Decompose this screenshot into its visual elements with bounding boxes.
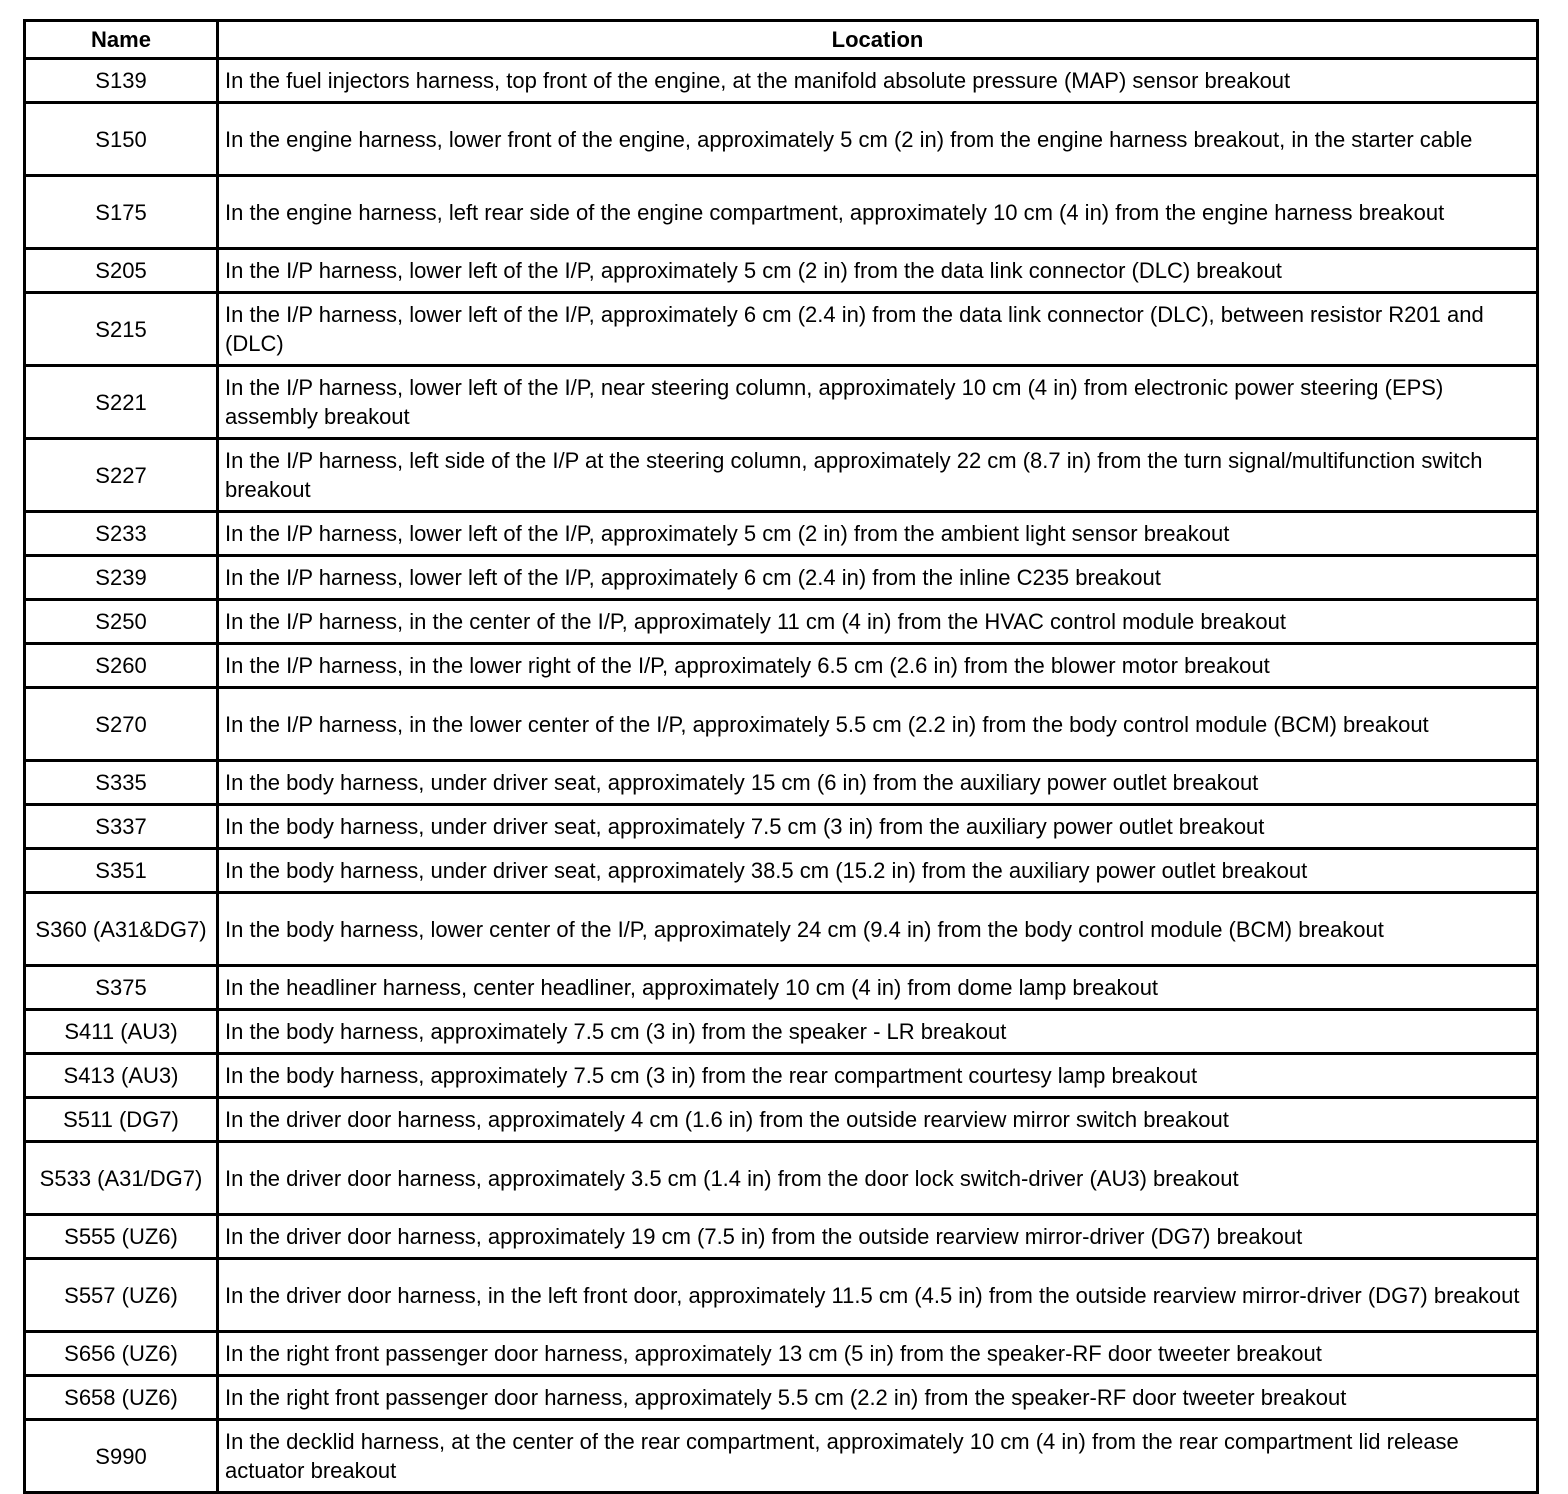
splice-name: S656 (UZ6)	[25, 1332, 218, 1376]
splice-location: In the body harness, lower center of the I/P, approximately 24 cm (9.4 in) from the body control module (BCM) breakout	[218, 893, 1538, 966]
table-row	[25, 366, 1538, 439]
splice-name: S250	[25, 600, 218, 644]
table-row	[25, 103, 1538, 176]
table-row	[25, 1420, 1538, 1493]
splice-location: In the I/P harness, lower left of the I/P, approximately 6 cm (2.4 in) from the data link connector (DLC), between resistor R201 and (DLC)	[218, 293, 1538, 366]
splice-name: S555 (UZ6)	[25, 1215, 218, 1259]
splice-location: In the driver door harness, approximately 19 cm (7.5 in) from the outside rearview mirror-driver (DG7) breakout	[218, 1215, 1538, 1259]
splice-name: S351	[25, 849, 218, 893]
splice-location: In the I/P harness, lower left of the I/P, near steering column, approximately 10 cm (4 in) from electronic power steering (EPS) assembly breakout	[218, 366, 1538, 439]
table-row	[25, 176, 1538, 249]
table-row	[25, 849, 1538, 893]
splice-name: S411 (AU3)	[25, 1010, 218, 1054]
splice-location: In the decklid harness, at the center of the rear compartment, approximately 10 cm (4 in) from the rear compartment lid release actuator breakout	[218, 1420, 1538, 1493]
splice-location: In the I/P harness, lower left of the I/P, approximately 5 cm (2 in) from the data link connector (DLC) breakout	[218, 249, 1538, 293]
splice-name: S233	[25, 512, 218, 556]
splice-name: S413 (AU3)	[25, 1054, 218, 1098]
table-row	[25, 1376, 1538, 1420]
splice-name: S533 (A31/DG7)	[25, 1142, 218, 1215]
splice-location: In the fuel injectors harness, top front of the engine, at the manifold absolute pressure (MAP) sensor breakout	[218, 59, 1538, 103]
table-row	[25, 512, 1538, 556]
splice-location-table	[23, 19, 1539, 1494]
splice-name: S335	[25, 761, 218, 805]
splice-name: S270	[25, 688, 218, 761]
splice-name: S260	[25, 644, 218, 688]
header-location: Location	[218, 21, 1538, 59]
splice-name: S205	[25, 249, 218, 293]
table-header-row	[25, 21, 1538, 59]
splice-name: S557 (UZ6)	[25, 1259, 218, 1332]
splice-location: In the right front passenger door harness, approximately 5.5 cm (2.2 in) from the speaker-RF door tweeter breakout	[218, 1376, 1538, 1420]
splice-name: S150	[25, 103, 218, 176]
splice-name: S175	[25, 176, 218, 249]
table-row	[25, 1332, 1538, 1376]
table-row	[25, 644, 1538, 688]
splice-name: S221	[25, 366, 218, 439]
table-row	[25, 556, 1538, 600]
table-row	[25, 1215, 1538, 1259]
table-row	[25, 805, 1538, 849]
table-row	[25, 1010, 1538, 1054]
table-row	[25, 966, 1538, 1010]
splice-location: In the body harness, under driver seat, approximately 15 cm (6 in) from the auxiliary power outlet breakout	[218, 761, 1538, 805]
splice-location: In the I/P harness, in the center of the I/P, approximately 11 cm (4 in) from the HVAC control module breakout	[218, 600, 1538, 644]
splice-name: S337	[25, 805, 218, 849]
table-row	[25, 600, 1538, 644]
table-row	[25, 293, 1538, 366]
table-row	[25, 1142, 1538, 1215]
table-row	[25, 688, 1538, 761]
splice-name: S658 (UZ6)	[25, 1376, 218, 1420]
table-row	[25, 761, 1538, 805]
table-row	[25, 893, 1538, 966]
splice-location: In the driver door harness, in the left front door, approximately 11.5 cm (4.5 in) from the outside rearview mirror-driver (DG7) breakout	[218, 1259, 1538, 1332]
table-row	[25, 1259, 1538, 1332]
header-name: Name	[25, 21, 218, 59]
splice-name: S239	[25, 556, 218, 600]
splice-name: S511 (DG7)	[25, 1098, 218, 1142]
splice-location: In the body harness, under driver seat, approximately 7.5 cm (3 in) from the auxiliary power outlet breakout	[218, 805, 1538, 849]
table-row	[25, 249, 1538, 293]
splice-location: In the I/P harness, lower left of the I/P, approximately 5 cm (2 in) from the ambient light sensor breakout	[218, 512, 1538, 556]
splice-location: In the body harness, approximately 7.5 cm (3 in) from the speaker - LR breakout	[218, 1010, 1538, 1054]
splice-name: S227	[25, 439, 218, 512]
splice-name: S375	[25, 966, 218, 1010]
splice-location: In the engine harness, lower front of the engine, approximately 5 cm (2 in) from the engine harness breakout, in the starter cable	[218, 103, 1538, 176]
splice-location: In the driver door harness, approximately 3.5 cm (1.4 in) from the door lock switch-driver (AU3) breakout	[218, 1142, 1538, 1215]
table-row	[25, 1098, 1538, 1142]
table-row	[25, 59, 1538, 103]
splice-name: S215	[25, 293, 218, 366]
splice-location: In the I/P harness, left side of the I/P at the steering column, approximately 22 cm (8.7 in) from the turn signal/multifunction switch breakout	[218, 439, 1538, 512]
splice-location: In the I/P harness, lower left of the I/P, approximately 6 cm (2.4 in) from the inline C235 breakout	[218, 556, 1538, 600]
splice-location: In the body harness, approximately 7.5 cm (3 in) from the rear compartment courtesy lamp breakout	[218, 1054, 1538, 1098]
splice-name: S990	[25, 1420, 218, 1493]
splice-location: In the engine harness, left rear side of the engine compartment, approximately 10 cm (4 in) from the engine harness breakout	[218, 176, 1538, 249]
splice-name: S139	[25, 59, 218, 103]
splice-location: In the I/P harness, in the lower center of the I/P, approximately 5.5 cm (2.2 in) from the body control module (BCM) breakout	[218, 688, 1538, 761]
splice-location: In the headliner harness, center headliner, approximately 10 cm (4 in) from dome lamp breakout	[218, 966, 1538, 1010]
splice-location: In the I/P harness, in the lower right of the I/P, approximately 6.5 cm (2.6 in) from the blower motor breakout	[218, 644, 1538, 688]
table-row	[25, 439, 1538, 512]
splice-location: In the right front passenger door harness, approximately 13 cm (5 in) from the speaker-RF door tweeter breakout	[218, 1332, 1538, 1376]
splice-location: In the body harness, under driver seat, approximately 38.5 cm (15.2 in) from the auxiliary power outlet breakout	[218, 849, 1538, 893]
table-row	[25, 1054, 1538, 1098]
splice-name: S360 (A31&DG7)	[25, 893, 218, 966]
splice-location: In the driver door harness, approximately 4 cm (1.6 in) from the outside rearview mirror switch breakout	[218, 1098, 1538, 1142]
